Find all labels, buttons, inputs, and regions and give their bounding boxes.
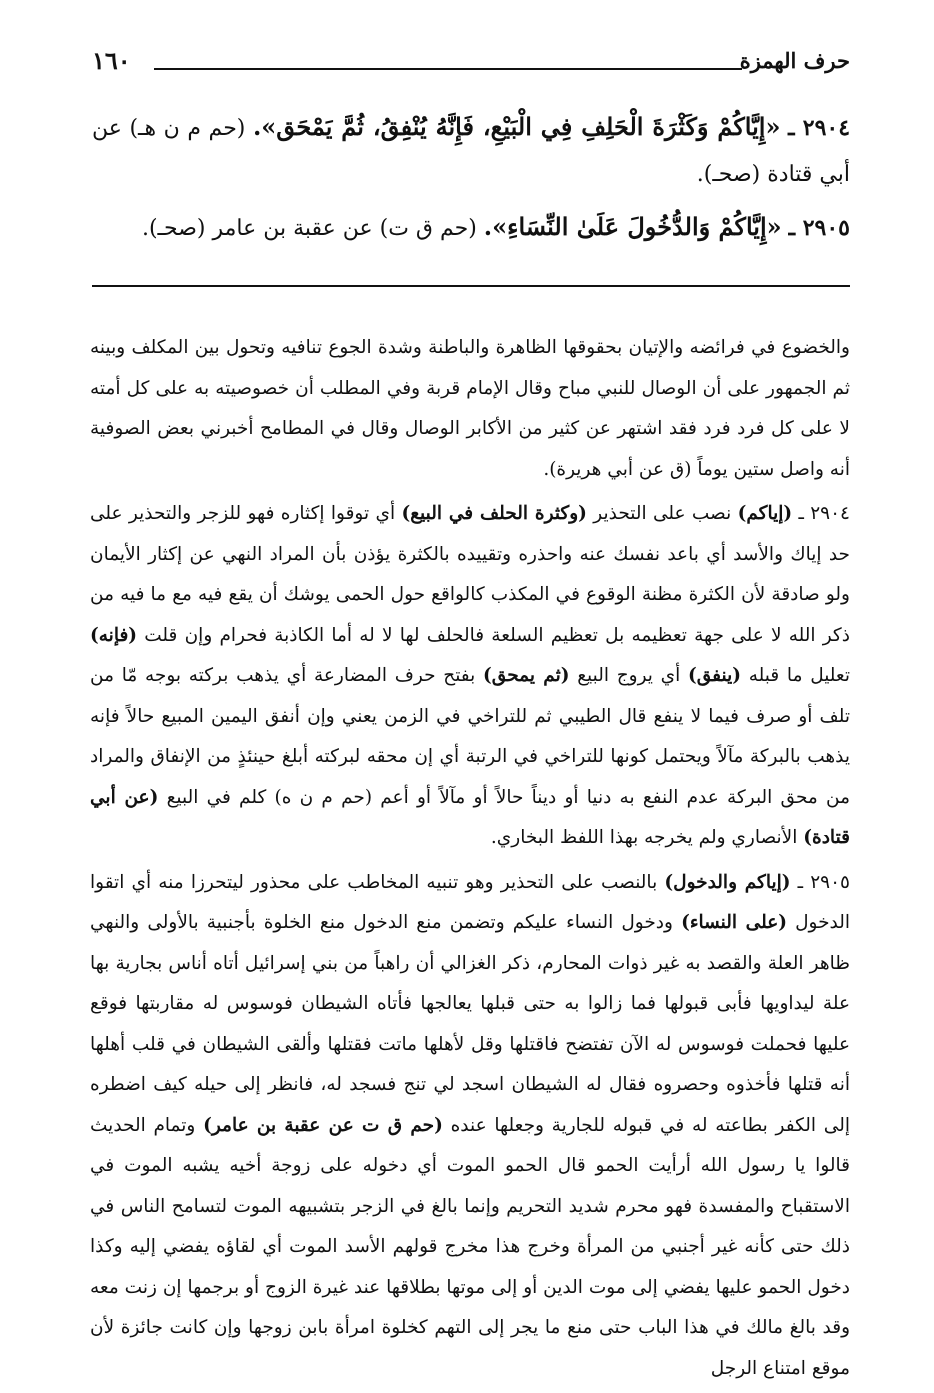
commentary-text: الأنصاري ولم يخرجه بهذا اللفظ البخاري. xyxy=(490,827,798,848)
hadith-source: (حم ق ت) عن عقبة بن عامر (صحـ). xyxy=(141,216,477,241)
chapter-title: حرف الهمزة xyxy=(739,48,850,73)
hadith-number: ٢٩٠٥ ـ xyxy=(788,215,850,241)
commentary-text: وتمام الحديث قالوا يا رسول الله أرأيت الحمو قال الحمو الموت أي دخوله على زوجة أخيه يشبه الموت في الاستقباح والمفسدة فهو محرم شديد التحريم وإنما بالغ في الزجر بتشبيهه الموت لتسامح الناس في ذلك حتى كأنه غير أجنبي من المرأة وخرج هذا مخرج قولهم الأسد الموت أي لقاؤه يفضي إليه وكذا دخول الحمو عليها يفضي إلى موت الدين أو إلى موتها بطلاقها عند غيرة الزوج أو برجمها إن زنت معه وقد بالغ مالك في هذا الباب حتى منع ما يجر إلى التهم كخلوة امرأة بابن زوجها وإن كانت جائزة لأن موقع امتناع الرجل xyxy=(90,1114,850,1379)
commentary xyxy=(90,328,850,1393)
page-number: ١٦٠ xyxy=(92,46,131,75)
commentary-number: ٢٩٠٥ ـ xyxy=(797,871,850,893)
commentary-text: نصب على التحذير xyxy=(593,503,732,524)
commentary-text: أي يروج البيع xyxy=(577,665,681,686)
commentary-lemma: (إياكم) xyxy=(737,503,793,524)
commentary-lemma: (فإنه) xyxy=(90,624,138,646)
hadith-number: ٢٩٠٤ ـ xyxy=(788,115,851,141)
commentary-lemma: (على النساء) xyxy=(681,912,787,933)
footnote-separator xyxy=(92,285,850,287)
commentary-lemma: (ثم يمحق) xyxy=(483,665,570,686)
hadith-source: (حم م ن هـ) عن أبي قتادة (صحـ). xyxy=(92,116,850,187)
commentary-lemma: (ينفق) xyxy=(688,665,742,686)
commentary-paragraph-2904 xyxy=(90,494,850,859)
commentary-lemma: (عن أبي قتادة) xyxy=(90,786,850,848)
commentary-text: بالنصب على التحذير وهو تنبيه المخاطب على محذور ليتحرزا منه أي اتقوا الدخول xyxy=(90,871,851,933)
hadith-matn: «إِيَّاكُمْ وَالدُّخُولَ عَلَىٰ النِّسَاءِ». xyxy=(483,212,782,241)
commentary-text: تعليل ما قبله xyxy=(748,665,850,686)
hadith-2905 xyxy=(92,204,850,252)
hadith-texts xyxy=(92,104,850,258)
hadith-matn: «إِيَّاكُمْ وَكَثْرَةَ الْحَلِفِ فِي الْبَيْعِ، فَإِنَّهُ يُنْفِقُ، ثُمَّ يَمْحَق». xyxy=(252,112,781,141)
page-header xyxy=(92,44,850,84)
commentary-lemma: (وكثرة الحلف في البيع) xyxy=(401,503,587,524)
commentary-lemma: (حم ق ت عن عقبة بن عامر) xyxy=(203,1114,443,1136)
commentary-text: ودخول النساء عليكم وتضمن منع الدخول منع الخلوة بأجنبية بالأولى والنهي ظاهر العلة والقصد به غير ذوات المحارم، ذكر الغزالي أن راهباً من بني إسرائيل أتاه أناس بجارية بها علة ليداويها فأبى قبولها فما زالوا به حتى قبلها يعالجها فأتاه الشيطان فوسوس له مقاربتها فوقع عليها فحملت فوسوس له الآن تفتضح فاقتلها وقل لأهلها ماتت فقتلها وألقى الشيطان في قلب أهلها أنه قتلها فأخذوه وحصروه فقال له الشيطان اسجد لي تنج فسجد له، فانظر إلى حيله كيف اضطره إلى الكفر بطاعته له في قبوله للجارية وجعلها عنده xyxy=(90,912,850,1136)
commentary-number: ٢٩٠٤ ـ xyxy=(798,503,850,524)
hadith-2904 xyxy=(92,104,850,198)
commentary-lemma: (إياكم والدخول) xyxy=(664,871,791,893)
commentary-text: والخضوع في فرائضه والإتيان بحقوقها الظاهرة والباطنة وشدة الجوع تنافيه وتحول بين المكلف وبينه ثم الجمهور على أن الوصال للنبي مباح وقال الإمام قربة وفي المطلب أن خصوصيته به على كل أمته لا على كل فرد فرد فقد اشتهر عن كثير من الأكابر الوصال وقال في المطامح أخبرني بعض الصوفية أنه واصل ستين يوماً (ق عن أبي هريرة). xyxy=(90,337,850,480)
commentary-text: بفتح حرف المضارعة أي يذهب بركته بوجه مّا من تلف أو صرف فيما لا ينفع قال الطيبي ثم للتراخي في الزمن يعني وإن أنفق اليمين المبيع حالاً فإنه يذهب بالبركة مآلاً ويحتمل كونها للتراخي في الرتبة أي إن محقه لبركته أبلغ حينئذٍ من الإنفاق والمراد من محق البركة عدم النفع به دنيا أو ديناً حالاً أو مآلاً أو أعم (حم م ن ه) كلم في البيع xyxy=(90,665,850,808)
header-rule xyxy=(154,68,742,70)
commentary-text: أي توقوا إكثاره فهو للزجر والتحذير على حد إياك والأسد أي باعد نفسك عنه واحذره وتقييده بالكثرة يؤذن بأن المراد النهي عن إكثار الأيمان ولو صادقة لأن الكثرة مظنة الوقوع في المكذب كالواقع حول الحمى يوشك أن يقع فيه مع ما فيه من ذكر الله لا على جهة تعظيمه بل تعظيم السلعة فالحلف لها لا له أما الكاذبة فحرام وإن قلت xyxy=(90,503,850,646)
commentary-paragraph-2905 xyxy=(90,863,850,1390)
commentary-paragraph-1 xyxy=(90,328,850,490)
